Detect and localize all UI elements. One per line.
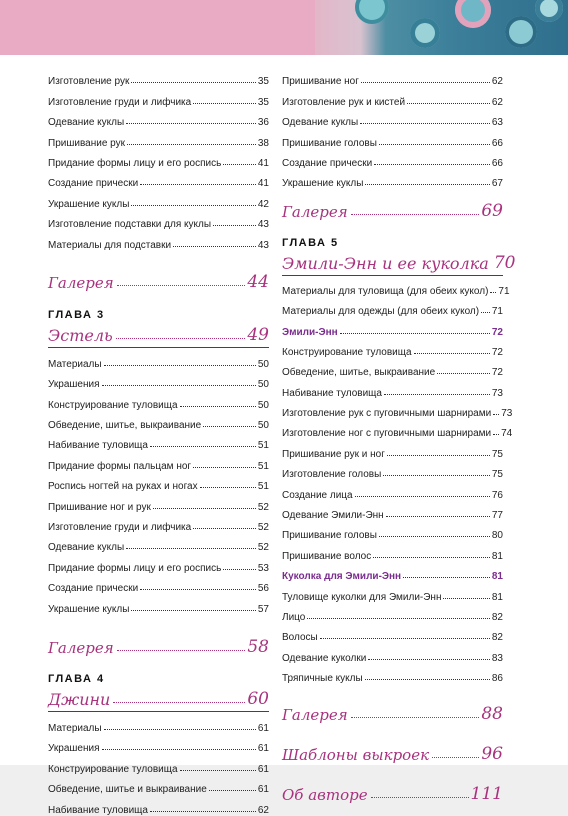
dot-leader xyxy=(307,618,490,619)
dot-leader xyxy=(407,103,490,104)
toc-entry-title: Эмили-Энн xyxy=(282,326,338,338)
toc-entry[interactable] xyxy=(282,521,503,541)
toc-entry-title: Создание прически xyxy=(48,178,139,190)
dot-leader xyxy=(355,496,490,497)
toc-entry-title: Тряпичные куклы xyxy=(282,673,363,685)
toc-entry-page: 61 xyxy=(257,743,269,755)
dot-leader xyxy=(361,82,490,83)
toc-entry-page: 72 xyxy=(491,326,503,338)
toc-entry-title: Материалы для туловища (для обеих кукол) xyxy=(282,285,489,297)
toc-entry-title: Материалы для подставки xyxy=(48,239,172,251)
dot-leader xyxy=(379,536,490,537)
toc-entry-page: 62 xyxy=(257,804,269,816)
toc-entry[interactable] xyxy=(282,664,503,684)
chapter-title-entry[interactable]: Эстель 49 xyxy=(48,324,269,345)
toc-entry[interactable] xyxy=(48,169,269,189)
toc-entry[interactable] xyxy=(48,513,269,533)
toc-entry[interactable] xyxy=(282,169,503,189)
dot-leader xyxy=(368,659,490,660)
toc-entry-page: 77 xyxy=(491,510,503,522)
toc-entry-page: 53 xyxy=(257,562,269,574)
dot-leader xyxy=(490,292,496,293)
toc-entry-page: 62 xyxy=(491,76,503,88)
toc-entry-title: Пришивание рук xyxy=(48,137,125,149)
dot-leader xyxy=(403,577,490,578)
toc-entry-page: 35 xyxy=(257,76,269,88)
toc-entry[interactable] xyxy=(282,623,503,643)
toc-entry[interactable] xyxy=(48,533,269,553)
dot-leader xyxy=(180,770,256,771)
toc-entry-page: 61 xyxy=(257,784,269,796)
toc-entry-page: 41 xyxy=(257,157,269,169)
toc-entry-page: 51 xyxy=(257,460,269,472)
toc-entry-title: Конструирование туловища xyxy=(48,763,178,775)
toc-entry[interactable] xyxy=(48,210,269,230)
toc-entry-title: Конструирование туловища xyxy=(48,399,178,411)
toc-entry-page: 73 xyxy=(501,408,513,420)
toc-entry-page: 81 xyxy=(491,591,503,603)
toc-entry-title: Украшение куклы xyxy=(48,198,130,210)
toc-entry-page: 43 xyxy=(257,239,269,251)
toc-entry-page: 72 xyxy=(491,346,503,358)
toc-entry-title: Изготовление рук с пуговичными шарнирами xyxy=(282,408,492,420)
toc-entry[interactable] xyxy=(48,734,269,754)
dot-leader xyxy=(150,811,256,812)
dot-leader xyxy=(340,333,490,334)
toc-entry-page: 81 xyxy=(491,571,503,583)
toc-entry-title: Украшение куклы xyxy=(48,603,130,615)
toc-entry-title: Волосы xyxy=(282,632,318,644)
toc-entry-title: Изготовление головы xyxy=(282,469,382,481)
toc-entry[interactable] xyxy=(282,276,510,297)
toc-entry[interactable] xyxy=(48,574,269,594)
toc-entry-page: 36 xyxy=(257,117,269,129)
dot-leader xyxy=(360,123,490,124)
toc-entry-page: 82 xyxy=(491,632,503,644)
toc-entry-title: Обведение, шитье, выкраивание xyxy=(282,367,436,379)
toc-entry[interactable] xyxy=(282,439,503,459)
toc-entry-title: Пришивание ног и рук xyxy=(48,501,151,513)
toc-entry-page: 61 xyxy=(257,722,269,734)
toc-entry-page: 71 xyxy=(491,306,503,318)
toc-entry-title: Украшения xyxy=(48,379,100,391)
dot-leader xyxy=(140,589,256,590)
toc-entry-title: Туловище куколки для Эмили-Энн xyxy=(282,591,442,603)
toc-entry-page: 66 xyxy=(491,137,503,149)
toc-entry[interactable] xyxy=(282,87,503,107)
dot-leader xyxy=(104,729,256,730)
dot-leader xyxy=(383,475,490,476)
dot-leader xyxy=(223,164,256,165)
toc-entry-title: Обведение, шитье, выкраивание xyxy=(48,420,202,432)
toc-entry-title: Одевание куклы xyxy=(282,117,359,129)
dot-leader xyxy=(384,394,490,395)
toc-entry-page: 75 xyxy=(491,469,503,481)
dot-leader xyxy=(180,406,256,407)
dot-leader xyxy=(150,446,256,447)
gallery-entry[interactable]: Галерея 69 xyxy=(282,201,503,222)
toc-entry[interactable] xyxy=(282,541,503,561)
toc-entry-page: 81 xyxy=(491,550,503,562)
toc-entry[interactable] xyxy=(282,460,503,480)
dot-leader xyxy=(437,373,490,374)
toc-entry[interactable] xyxy=(282,501,503,521)
toc-entry-page: 52 xyxy=(257,542,269,554)
dot-leader xyxy=(365,184,489,185)
toc-entry-page: 61 xyxy=(257,763,269,775)
dot-leader xyxy=(493,434,499,435)
toc-entry[interactable] xyxy=(282,378,503,398)
dot-leader xyxy=(127,144,256,145)
toc-entry-title: Одевание куколки xyxy=(282,652,367,664)
dot-leader xyxy=(203,426,256,427)
toc-entry-title: Изготовление груди и лифчика xyxy=(48,522,192,534)
toc-entry-page: 75 xyxy=(491,448,503,460)
dot-leader xyxy=(443,598,489,599)
toc-entry-page: 74 xyxy=(501,428,513,440)
toc-entry-page: 52 xyxy=(257,501,269,513)
toc-entry-page: 50 xyxy=(257,379,269,391)
toc-entry[interactable] xyxy=(48,128,269,148)
toc-entry-title: Конструирование туловища xyxy=(282,346,412,358)
toc-entry[interactable] xyxy=(48,350,269,370)
toc-entry-page: 66 xyxy=(491,157,503,169)
toc-entry-page: 35 xyxy=(257,96,269,108)
chapter-title-entry[interactable]: Эмили-Энн и ее куколка 70 xyxy=(282,253,516,274)
dot-leader xyxy=(200,487,256,488)
dot-leader xyxy=(173,246,256,247)
toc-entry-title: Придание формы лицу и его роспись xyxy=(48,562,222,574)
patterns-entry[interactable]: Шаблоны выкроек 96 xyxy=(282,744,503,765)
toc-entry-title: Пришивание головы xyxy=(282,137,377,149)
header-photo xyxy=(315,0,568,55)
toc-entry[interactable] xyxy=(282,582,503,602)
dot-leader xyxy=(131,82,256,83)
toc-entry-page: 50 xyxy=(257,399,269,411)
dot-leader xyxy=(193,528,256,529)
toc-entry-page: 73 xyxy=(491,387,503,399)
dot-leader xyxy=(193,103,256,104)
toc-entry-page: 38 xyxy=(257,137,269,149)
toc-entry[interactable] xyxy=(48,714,269,734)
toc-entry-page: 67 xyxy=(491,178,503,190)
toc-entry-page: 80 xyxy=(491,530,503,542)
toc-entry-title: Изготовление рук xyxy=(48,76,130,88)
toc-entry-page: 62 xyxy=(491,96,503,108)
dot-leader xyxy=(373,557,490,558)
toc-entry-title: Одевание куклы xyxy=(48,117,125,129)
toc-entry[interactable] xyxy=(48,553,269,573)
toc-entry[interactable] xyxy=(282,603,503,623)
toc-entry-title: Изготовление ног с пуговичными шарнирами xyxy=(282,428,492,440)
toc-entry-title: Лицо xyxy=(282,611,306,623)
toc-entry[interactable] xyxy=(282,480,503,500)
chapter-label: ГЛАВА 3 xyxy=(48,308,105,321)
toc-entry-title: Материалы xyxy=(48,722,102,734)
dot-leader xyxy=(365,679,490,680)
toc-entry-title: Придание формы пальцам ног xyxy=(48,460,192,472)
toc-entry-title: Создание прически xyxy=(282,157,373,169)
dot-leader xyxy=(131,610,255,611)
toc-left-column xyxy=(48,67,269,816)
author-entry[interactable]: Об авторе 111 xyxy=(282,784,503,805)
toc-entry-title: Одевание Эмили-Энн xyxy=(282,510,384,522)
toc-entry-title: Украшения xyxy=(48,743,100,755)
toc-entry[interactable] xyxy=(48,431,269,451)
chapter-title-entry[interactable]: Джини 60 xyxy=(48,688,269,709)
toc-entry-title: Придание формы лицу и его роспись xyxy=(48,157,222,169)
toc-entry-page: 51 xyxy=(257,440,269,452)
toc-entry-title: Украшение куклы xyxy=(282,178,364,190)
toc-entry-title: Создание лица xyxy=(282,489,353,501)
dot-leader xyxy=(209,790,256,791)
toc-entry[interactable] xyxy=(48,411,269,431)
toc-entry[interactable] xyxy=(48,775,269,795)
dot-leader xyxy=(223,569,256,570)
toc-entry-title: Роспись ногтей на руках и ногах xyxy=(48,481,198,493)
toc-entry[interactable] xyxy=(282,562,503,582)
chapter-rule xyxy=(48,711,269,712)
toc-entry-page: 42 xyxy=(257,198,269,210)
dot-leader xyxy=(126,123,256,124)
dot-leader xyxy=(104,365,256,366)
toc-page xyxy=(0,55,568,816)
dot-leader xyxy=(387,455,490,456)
toc-entry[interactable] xyxy=(282,67,503,87)
toc-entry-page: 71 xyxy=(498,285,510,297)
toc-entry-page: 86 xyxy=(491,673,503,685)
toc-entry-page: 82 xyxy=(491,611,503,623)
dot-leader xyxy=(153,508,256,509)
toc-entry-title: Изготовление подставки для куклы xyxy=(48,219,212,231)
toc-entry-title: Пришивание ног xyxy=(282,76,359,88)
gallery-entry[interactable]: Галерея 88 xyxy=(282,704,503,725)
dot-leader xyxy=(213,225,256,226)
toc-entry-title: Материалы для одежды (для обеих кукол) xyxy=(282,306,480,318)
toc-entry-title: Создание прически xyxy=(48,583,139,595)
toc-entry[interactable] xyxy=(282,149,503,169)
chapter-rule xyxy=(48,347,269,348)
dot-leader xyxy=(374,164,490,165)
toc-entry-page: 76 xyxy=(491,489,503,501)
toc-entry-page: 56 xyxy=(257,583,269,595)
toc-entry-title: Обведение, шитье и выкраивание xyxy=(48,784,207,796)
toc-entry-page: 50 xyxy=(257,358,269,370)
chapter-label: ГЛАВА 5 xyxy=(282,237,339,250)
toc-entry-title: Одевание куклы xyxy=(48,542,125,554)
toc-entry-title: Набивание туловища xyxy=(48,804,148,816)
toc-entry[interactable] xyxy=(48,390,269,410)
dot-leader xyxy=(102,749,256,750)
toc-entry[interactable] xyxy=(48,67,269,87)
toc-entry[interactable] xyxy=(282,108,503,128)
toc-entry[interactable] xyxy=(282,358,503,378)
toc-entry[interactable] xyxy=(282,338,503,358)
dot-leader xyxy=(102,385,256,386)
toc-entry-page: 41 xyxy=(257,178,269,190)
toc-entry[interactable] xyxy=(48,149,269,169)
toc-entry[interactable] xyxy=(48,108,269,128)
dot-leader xyxy=(386,516,490,517)
toc-entry-page: 51 xyxy=(257,481,269,493)
dot-leader xyxy=(481,312,490,313)
toc-entry-page: 43 xyxy=(257,219,269,231)
dot-leader xyxy=(131,205,255,206)
toc-entry-title: Пришивание волос xyxy=(282,550,372,562)
toc-entry-title: Пришивание головы xyxy=(282,530,377,542)
toc-entry-title: Набивание туловища xyxy=(282,387,382,399)
chapter-label: ГЛАВА 4 xyxy=(48,672,105,685)
dot-leader xyxy=(379,144,490,145)
toc-entry[interactable] xyxy=(48,472,269,492)
toc-entry-title: Материалы xyxy=(48,358,102,370)
toc-entry-page: 72 xyxy=(491,367,503,379)
toc-entry-title: Куколка для Эмили-Энн xyxy=(282,571,402,583)
toc-entry-page: 83 xyxy=(491,652,503,664)
dot-leader xyxy=(320,638,490,639)
toc-entry[interactable] xyxy=(48,230,269,250)
toc-entry-page: 52 xyxy=(257,522,269,534)
toc-entry[interactable] xyxy=(48,795,269,815)
toc-entry[interactable] xyxy=(282,128,503,148)
toc-entry[interactable] xyxy=(282,419,513,440)
toc-entry[interactable] xyxy=(48,370,269,390)
toc-entry[interactable] xyxy=(282,643,503,663)
dot-leader xyxy=(193,467,256,468)
toc-entry-title: Изготовление груди и лифчика xyxy=(48,96,192,108)
gallery-entry[interactable]: Галерея 44 xyxy=(48,271,269,292)
dot-leader xyxy=(126,548,256,549)
toc-entry[interactable] xyxy=(282,317,503,337)
toc-entry[interactable] xyxy=(48,189,269,209)
dot-leader xyxy=(414,353,490,354)
toc-entry-page: 57 xyxy=(257,603,269,615)
toc-entry-title: Пришивание рук и ног xyxy=(282,448,385,460)
dot-leader xyxy=(493,414,499,415)
toc-entry[interactable] xyxy=(48,451,269,471)
toc-entry-page: 50 xyxy=(257,420,269,432)
toc-right-column xyxy=(282,67,516,805)
toc-entry[interactable] xyxy=(282,297,503,317)
gallery-entry[interactable]: Галерея 58 xyxy=(48,636,269,657)
toc-entry-title: Набивание туловища xyxy=(48,440,148,452)
toc-entry-page: 63 xyxy=(491,117,503,129)
toc-entry[interactable] xyxy=(48,87,269,107)
toc-entry[interactable] xyxy=(48,594,269,614)
toc-entry[interactable] xyxy=(48,492,269,512)
toc-entry-title: Изготовление рук и кистей xyxy=(282,96,406,108)
toc-entry[interactable] xyxy=(282,399,513,420)
dot-leader xyxy=(140,184,256,185)
